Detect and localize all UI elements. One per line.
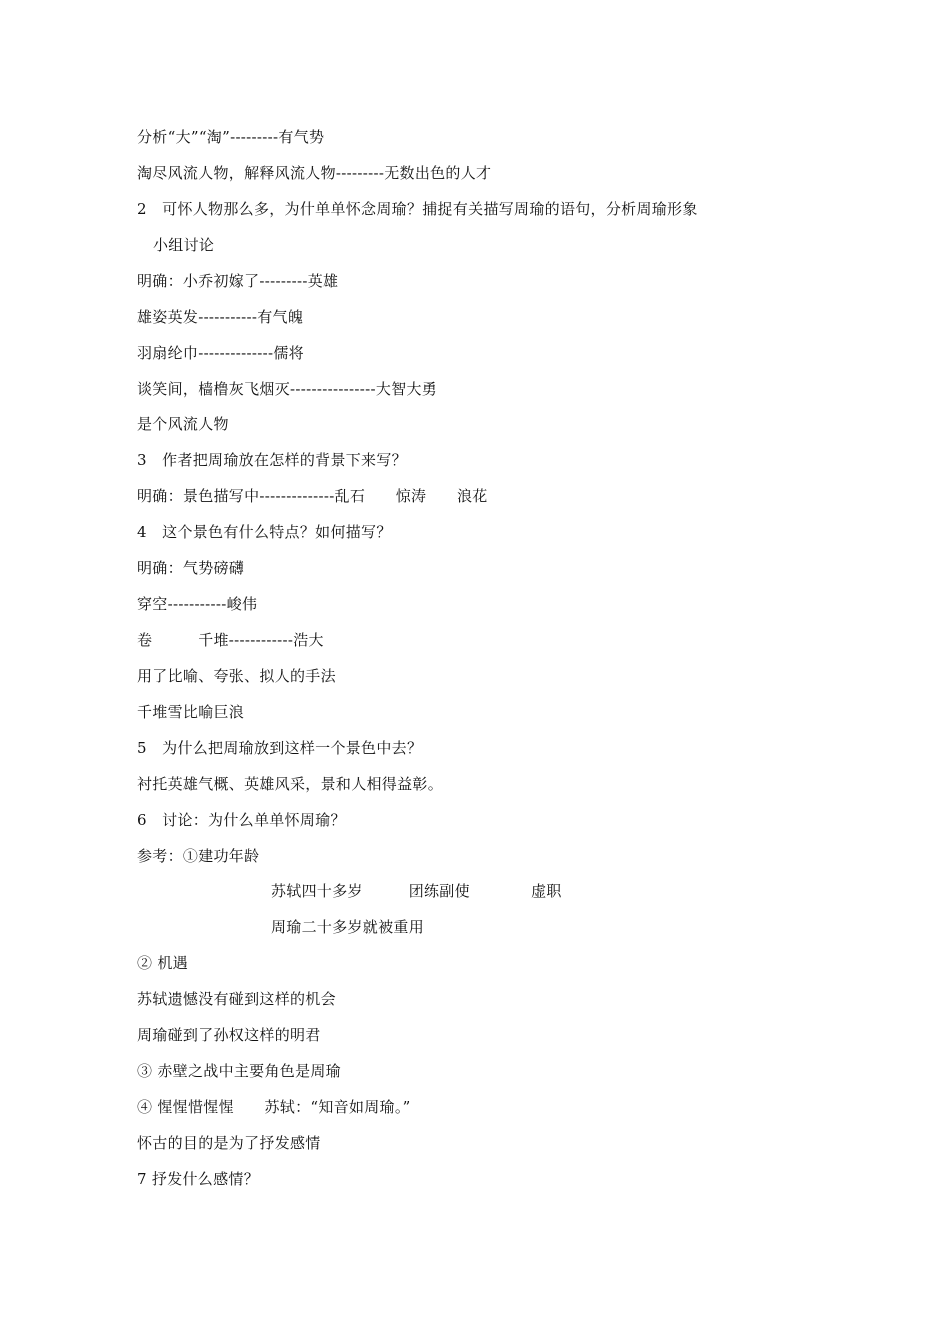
text-line-20: 6 讨论：为什么单单怀周瑜？	[137, 811, 346, 829]
text-line-27: ③ 赤壁之战中主要角色是周瑜	[137, 1062, 341, 1080]
text-line-6: 雄姿英发-----------有气魄	[137, 308, 304, 326]
text-line-30: 7 抒发什么感情？	[137, 1170, 260, 1188]
text-line-26: 周瑜碰到了孙权这样的明君	[137, 1026, 321, 1044]
text-line-15: 卷 千堆------------浩大	[137, 631, 324, 649]
text-line-5: 明确：小乔初嫁了---------英雄	[137, 272, 339, 290]
text-line-4: 小组讨论	[153, 236, 215, 254]
text-line-28: ④ 惺惺惜惺惺 苏轼：“知音如周瑜。”	[137, 1098, 411, 1116]
text-line-25: 苏轼遗憾没有碰到这样的机会	[137, 990, 336, 1008]
text-line-13: 明确：气势磅礴	[137, 559, 245, 577]
text-line-21: 参考：①建功年龄	[137, 847, 260, 865]
text-line-12: 4 这个景色有什么特点？如何描写？	[137, 523, 392, 541]
text-line-14: 穿空-----------峻伟	[137, 595, 258, 613]
text-line-23: 周瑜二十多岁就被重用	[271, 918, 425, 936]
text-line-9: 是个风流人物	[137, 415, 229, 433]
text-line-18: 5 为什么把周瑜放到这样一个景色中去？	[137, 739, 423, 757]
text-line-2: 淘尽风流人物，解释风流人物---------无数出色的人才	[137, 164, 492, 182]
text-line-19: 衬托英雄气概、英雄风采，景和人相得益彰。	[137, 775, 444, 793]
text-line-1: 分析“大”“淘”---------有气势	[137, 128, 325, 146]
text-line-24: ② 机遇	[137, 954, 188, 972]
text-line-10: 3 作者把周瑜放在怎样的背景下来写？	[137, 451, 407, 469]
text-line-3: 2 可怀人物那么多，为什单单怀念周瑜？捕捉有关描写周瑜的语句，分析周瑜形象	[137, 200, 698, 218]
text-line-17: 千堆雪比喻巨浪	[137, 703, 245, 721]
text-line-16: 用了比喻、夸张、拟人的手法	[137, 667, 336, 685]
text-line-29: 怀古的目的是为了抒发感情	[137, 1134, 321, 1152]
text-line-8: 谈笑间，樯橹灰飞烟灭----------------大智大勇	[137, 380, 438, 398]
text-line-22: 苏轼四十多岁 团练副使 虚职	[271, 882, 562, 900]
text-line-11: 明确：景色描写中--------------乱石 惊涛 浪花	[137, 487, 488, 505]
text-line-7: 羽扇纶巾--------------儒将	[137, 344, 304, 362]
